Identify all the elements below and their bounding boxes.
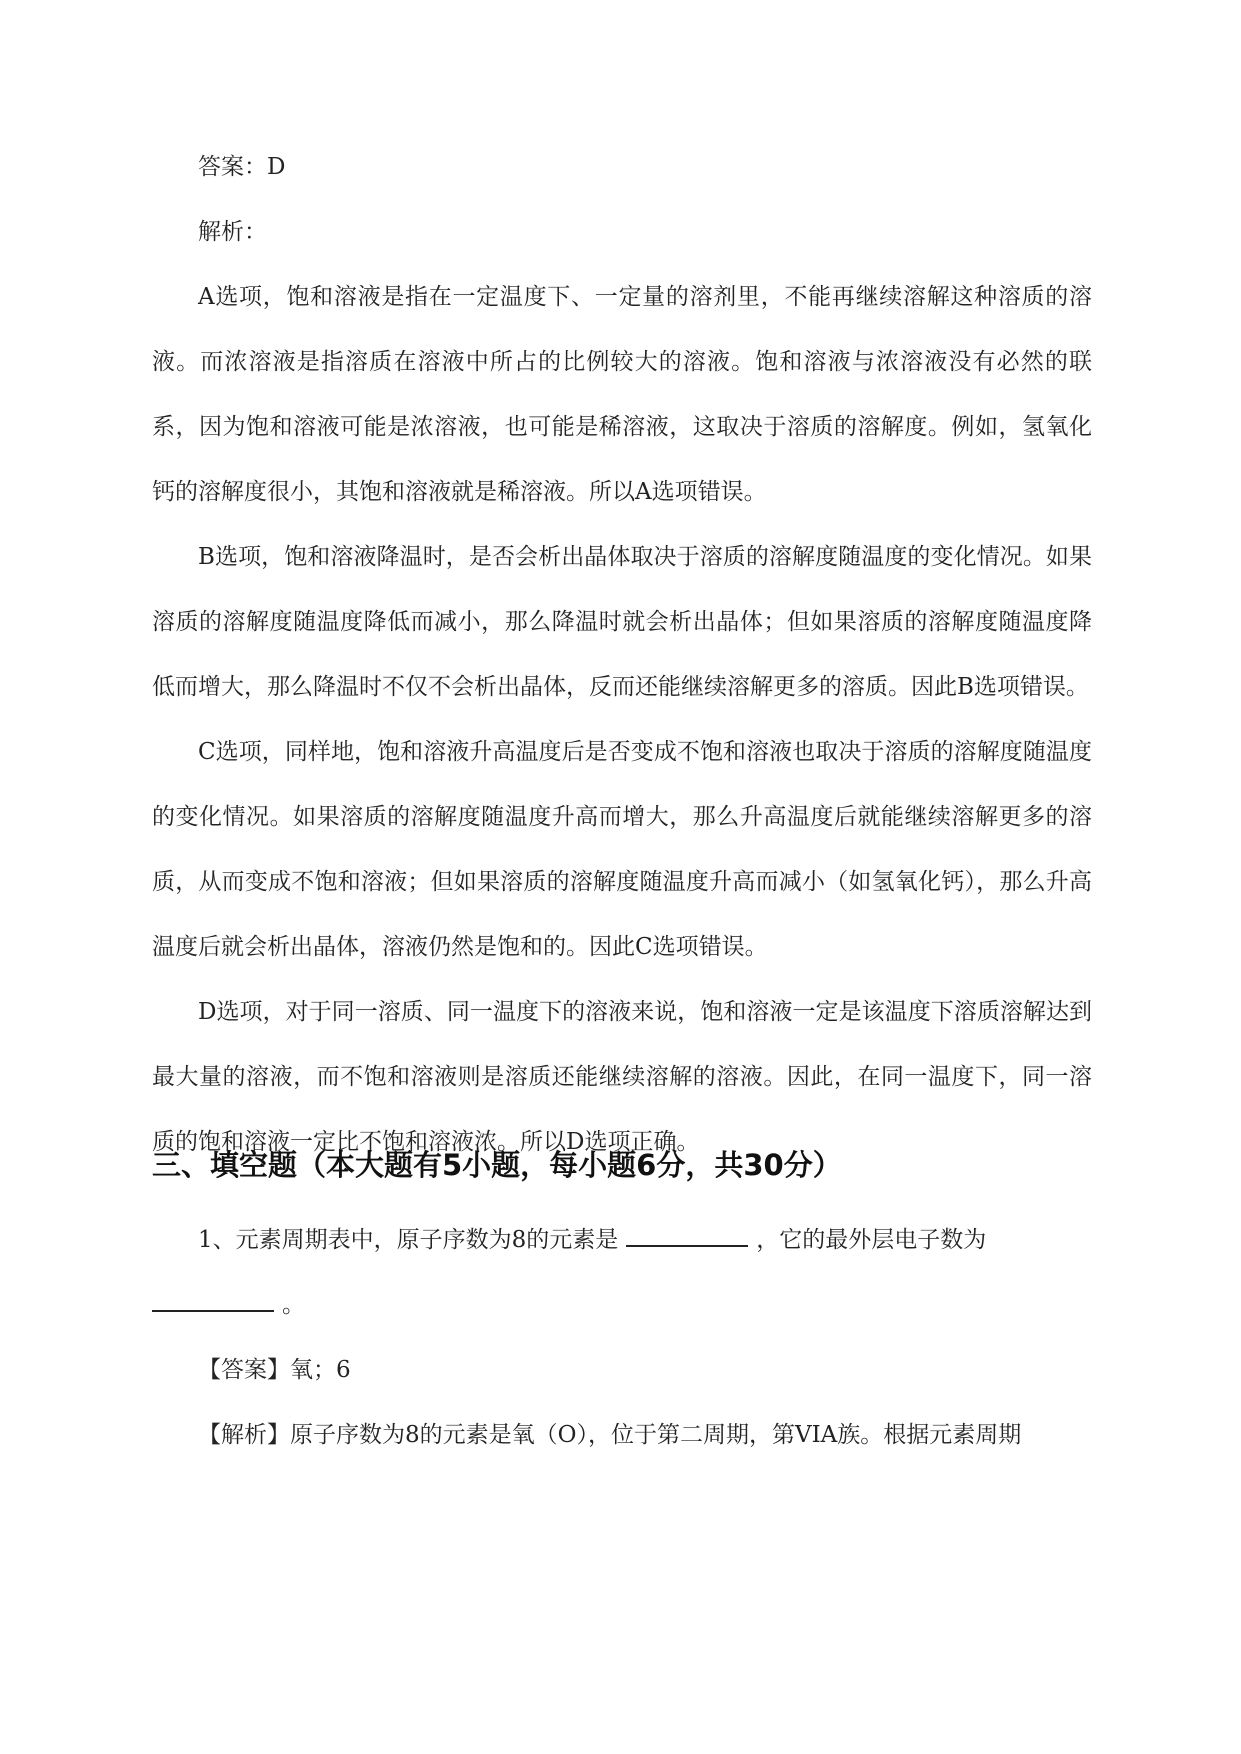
answer-section — [152, 135, 1092, 1175]
question-1-middle: ，它的最外层电子数为 — [756, 1227, 987, 1253]
option-a-explanation: A选项，饱和溶液是指在一定温度下、一定量的溶剂里，不能再继续溶解这种溶质的溶液。而浓溶液是指溶质在溶液中所占的比例较大的溶液。饱和溶液与浓溶液没有必然的联系，因为饱和溶液可能是浓溶液，也可能是稀溶液，这取决于溶质的溶解度。例如，氢氧化钙的溶解度很小，其饱和溶液就是稀溶液。所以A选项错误。 — [152, 284, 1092, 505]
answer-tag: 【答案】 — [198, 1357, 290, 1383]
analysis-text: 原子序数为8的元素是氧（O），位于第二周期，第VIA族。根据元素周期 — [290, 1422, 1022, 1448]
question-1 — [152, 1208, 1092, 1468]
question-1-text — [152, 1208, 1092, 1338]
fill-in-section-header — [152, 1145, 1092, 1185]
analysis-tag: 【解析】 — [198, 1422, 290, 1448]
question-1-suffix: 。 — [282, 1292, 305, 1318]
answer-blank-1[interactable] — [626, 1225, 748, 1247]
option-d-explanation: D选项，对于同一溶质、同一温度下的溶液来说，饱和溶液一定是该温度下溶质溶解达到最大量的溶液，而不饱和溶液则是溶质还能继续溶解的溶液。因此，在同一温度下，同一溶质的饱和溶液一定比不饱和溶液浓。所以D选项正确。 — [152, 999, 1092, 1155]
question-1-prefix: 1、元素周期表中，原子序数为8的元素是 — [198, 1227, 619, 1253]
option-b-explanation: B选项，饱和溶液降温时，是否会析出晶体取决于溶质的溶解度随温度的变化情况。如果溶质的溶解度随温度降低而减小，那么降温时就会析出晶体；但如果溶质的溶解度随温度降低而增大，那么降温时不仅不会析出晶体，反而还能继续溶解更多的溶质。因此B选项错误。 — [152, 544, 1092, 700]
question-1-analysis — [152, 1403, 1092, 1468]
answer-blank-2[interactable] — [152, 1290, 274, 1312]
answer-line: 答案：D — [198, 154, 286, 180]
answer-text: 氧；6 — [290, 1357, 351, 1383]
option-c-explanation: C选项，同样地，饱和溶液升高温度后是否变成不饱和溶液也取决于溶质的溶解度随温度的变化情况。如果溶质的溶解度随温度升高而增大，那么升高温度后就能继续溶解更多的溶质，从而变成不饱和溶液；但如果溶质的溶解度随温度升高而减小（如氢氧化钙），那么升高温度后就会析出晶体，溶液仍然是饱和的。因此C选项错误。 — [152, 739, 1092, 960]
analysis-label: 解析： — [198, 219, 267, 245]
section-heading: 三、填空题（本大题有5小题，每小题6分，共30分） — [152, 1148, 842, 1182]
question-1-answer — [152, 1338, 1092, 1403]
